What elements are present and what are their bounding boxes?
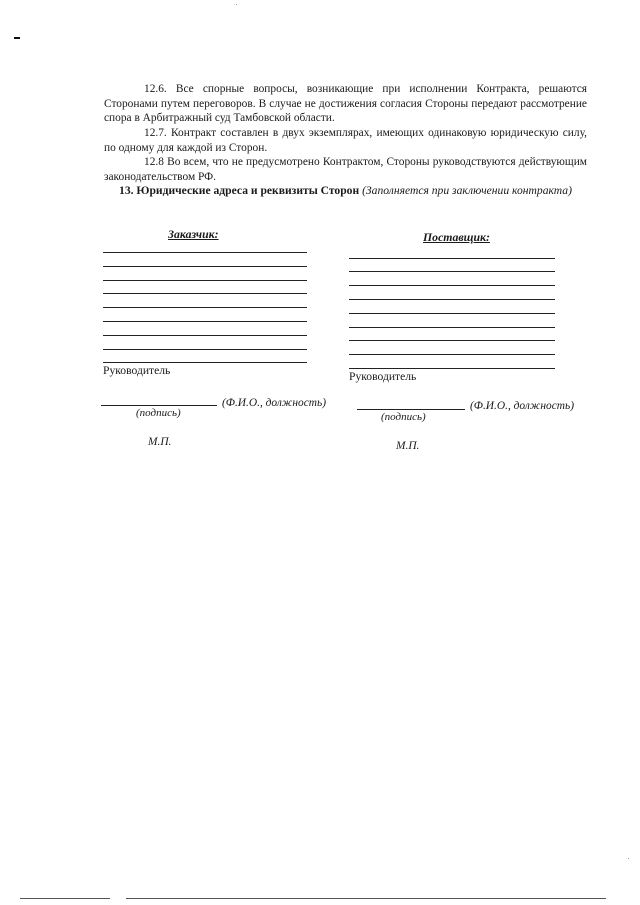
supplier-fio-label: (Ф.И.О., должность) [470, 400, 574, 412]
customer-signature-line [101, 405, 217, 406]
supplier-line [349, 285, 555, 286]
customer-line [103, 252, 307, 253]
customer-fio-label: (Ф.И.О., должность) [222, 397, 326, 409]
scan-edge [20, 898, 110, 899]
section-13-title: 13. Юридические адреса и реквизиты Сторон [119, 184, 360, 197]
clause-12-7: 12.7. Контракт составлен в двух экземплярах, имеющих одинаковую юридическую силу, по одному для каждой из Сторон. [104, 127, 587, 154]
section-13-note: (Заполняется при заключении контракта) [362, 184, 572, 197]
clause-12-8: 12.8 Во всем, что не предусмотрено Контрактом, Стороны руководствуются действующим законодательством РФ. [104, 156, 587, 183]
supplier-line [349, 368, 555, 369]
supplier-line [349, 354, 555, 355]
supplier-stamp: М.П. [396, 440, 420, 452]
customer-line [103, 362, 307, 363]
supplier-heading: Поставщик: [423, 230, 490, 244]
customer-heading: Заказчик: [168, 227, 219, 241]
scan-edge [126, 898, 606, 899]
supplier-line [349, 271, 555, 272]
customer-stamp: М.П. [148, 436, 172, 448]
clause-12-6: 12.6. Все спорные вопросы, возникающие при исполнении Контракта, решаются Сторонами путем переговоров. В случае не достижения согласия Стороны передают рассмотрение спора в Арбитражный суд Тамбовской области. [104, 83, 587, 125]
customer-line [103, 321, 307, 322]
customer-line [103, 280, 307, 281]
supplier-line [349, 258, 555, 259]
supplier-signature-line [357, 409, 465, 410]
supplier-signature-label: (подпись) [381, 411, 426, 423]
customer-signature-label: (подпись) [136, 407, 181, 419]
customer-line [103, 307, 307, 308]
margin-mark [14, 37, 20, 39]
customer-line [103, 293, 307, 294]
customer-line [103, 335, 307, 336]
supplier-role: Руководитель [349, 370, 417, 383]
supplier-line [349, 340, 555, 341]
supplier-line [349, 313, 555, 314]
scan-speck [236, 4, 237, 5]
customer-line [103, 266, 307, 267]
customer-line [103, 349, 307, 350]
scan-speck [628, 858, 629, 859]
supplier-line [349, 299, 555, 300]
supplier-line [349, 327, 555, 328]
customer-role: Руководитель [103, 364, 171, 377]
section-13-heading [104, 184, 587, 199]
